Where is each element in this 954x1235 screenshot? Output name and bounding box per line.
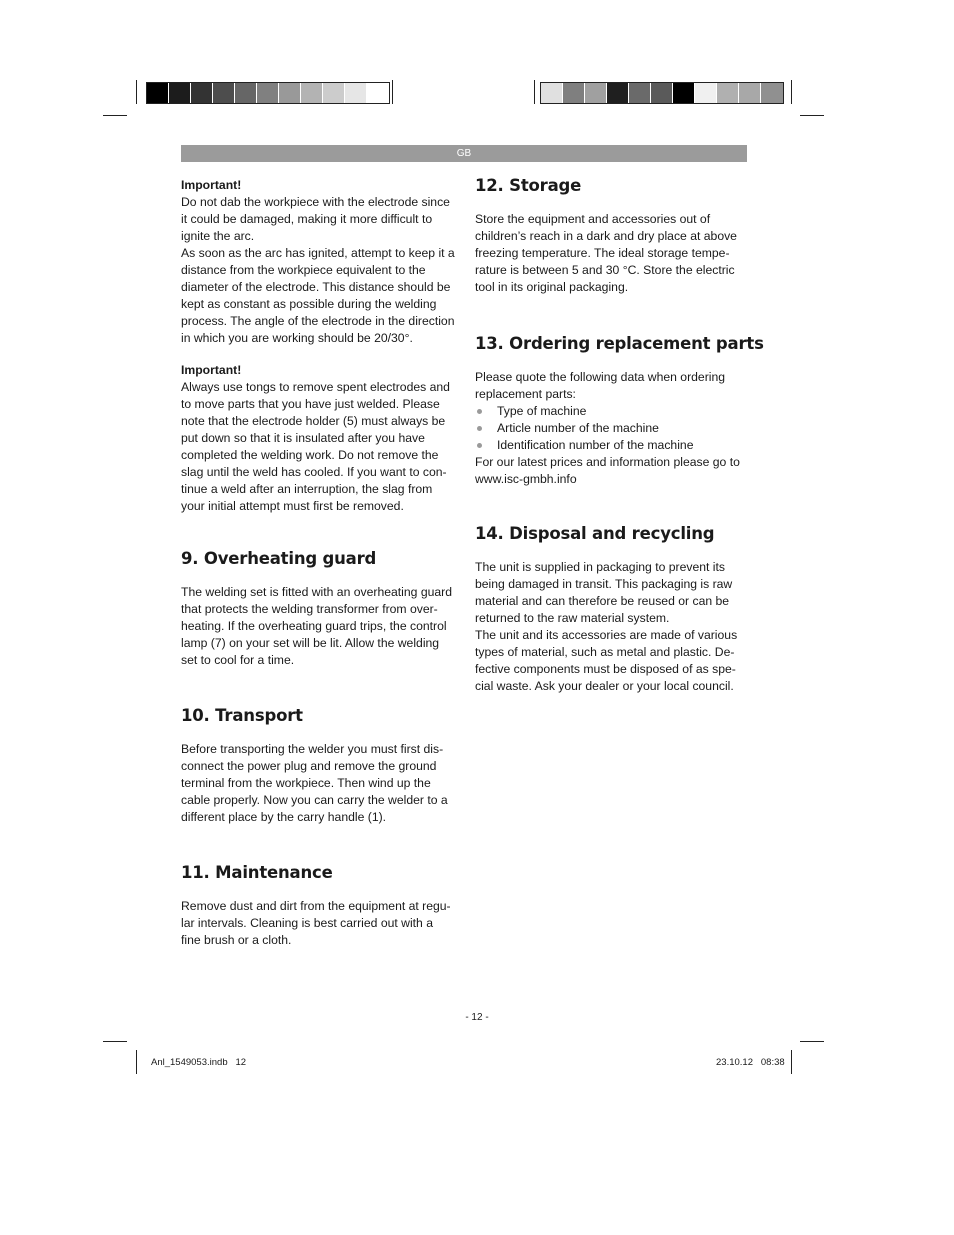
page-number: - 12 - bbox=[465, 1012, 489, 1023]
crop-mark bbox=[136, 1050, 137, 1074]
important-label: Important! bbox=[181, 363, 242, 377]
color-calibration-bar-left bbox=[146, 82, 390, 104]
paragraph: Before transporting the welder you must first dis-connect the power plug and remove the ground terminal from the workpiece. Then wind up the cable properly. Now you can carry the welder to a different place by the carry handle (1). bbox=[181, 742, 448, 824]
section-heading: 13. Ordering replacement parts bbox=[475, 334, 764, 353]
color-swatch bbox=[169, 83, 191, 103]
language-header-band bbox=[181, 145, 747, 162]
color-swatch bbox=[213, 83, 235, 103]
color-swatch bbox=[651, 83, 673, 103]
section-heading: 12. Storage bbox=[475, 176, 582, 195]
section-disposal bbox=[475, 523, 747, 695]
color-swatch bbox=[629, 83, 651, 103]
print-timestamp: 23.10.12 08:38 bbox=[716, 1057, 785, 1068]
section-storage bbox=[475, 175, 747, 296]
paragraph: For our latest prices and information please go to www.isc-gmbh.info bbox=[475, 455, 740, 486]
color-swatch bbox=[541, 83, 563, 103]
color-swatch bbox=[279, 83, 301, 103]
language-code: GB bbox=[456, 148, 472, 159]
color-swatch bbox=[585, 83, 607, 103]
section-heading: 14. Disposal and recycling bbox=[475, 524, 715, 543]
color-swatch bbox=[607, 83, 629, 103]
crop-mark bbox=[103, 115, 127, 116]
section-transport bbox=[181, 705, 456, 826]
crop-mark bbox=[800, 1041, 824, 1042]
section-heading: 10. Transport bbox=[181, 706, 303, 725]
list-item: Article number of the machine bbox=[475, 420, 747, 437]
crop-mark bbox=[791, 80, 792, 104]
crop-mark bbox=[103, 1041, 127, 1042]
paragraph: The unit is supplied in packaging to prevent its being damaged in transit. This packaging is raw material and can therefore be reused or can be returned to the raw material system. bbox=[475, 560, 733, 625]
color-swatch bbox=[367, 83, 389, 103]
paragraph: Store the equipment and accessories out of children’s reach in a dark and dry place at above freezing temperature. The ideal storage tempe-rature is between 5 and 30 °C. Store the electric tool in its original packaging. bbox=[475, 212, 737, 294]
file-slug: Anl_1549053.indb 12 bbox=[151, 1057, 247, 1068]
paragraph: Do not dab the workpiece with the electrode since it could be damaged, making it more difficult to ignite the arc. bbox=[181, 195, 450, 243]
paragraph: Remove dust and dirt from the equipment at regu-lar intervals. Cleaning is best carried out with a fine brush or a cloth. bbox=[181, 899, 451, 947]
list-item: Identification number of the machine bbox=[475, 437, 747, 454]
bullet-list bbox=[475, 403, 747, 454]
color-swatch bbox=[345, 83, 367, 103]
section-maintenance bbox=[181, 862, 456, 949]
paragraph: As soon as the arc has ignited, attempt to keep it a distance from the workpiece equivalent to the diameter of the electrode. This distance should be kept as constant as possible during the welding process. The angle of the electrode in the direction in which you are working should be 20/30°. bbox=[181, 246, 455, 345]
color-swatch bbox=[257, 83, 279, 103]
paragraph: The unit and its accessories are made of various types of material, such as metal and plastic. De-fective components must be disposed of as spe-cial waste. Ask your dealer or your local council. bbox=[475, 628, 738, 693]
color-swatch bbox=[147, 83, 169, 103]
color-swatch bbox=[563, 83, 585, 103]
color-swatch bbox=[717, 83, 739, 103]
crop-mark bbox=[800, 115, 824, 116]
crop-mark bbox=[392, 80, 393, 104]
crop-mark bbox=[534, 80, 535, 104]
color-swatch bbox=[301, 83, 323, 103]
color-swatch bbox=[739, 83, 761, 103]
color-calibration-bar-right bbox=[540, 82, 784, 104]
paragraph: Always use tongs to remove spent electrodes and to move parts that you have just welded. Please note that the electrode holder (5) must always be put down so that it is insulated after you have completed the welding work. Do not remove the slag until the weld has cooled. If you want to con-tinue a weld after an interruption, the slag from your initial attempt must first be removed. bbox=[181, 380, 450, 513]
section-heading: 9. Overheating guard bbox=[181, 549, 377, 568]
paragraph: The welding set is fitted with an overheating guard that protects the welding transformer from over-heating. If the overheating guard trips, the control lamp (7) on your set will be lit. Allow the welding set to cool for a time. bbox=[181, 585, 452, 667]
crop-mark bbox=[791, 1050, 792, 1074]
color-swatch bbox=[695, 83, 717, 103]
color-swatch bbox=[673, 83, 695, 103]
left-column bbox=[181, 177, 456, 515]
color-swatch bbox=[323, 83, 345, 103]
crop-mark bbox=[136, 80, 137, 104]
section-overheating-guard bbox=[181, 548, 456, 669]
color-swatch bbox=[235, 83, 257, 103]
color-swatch bbox=[191, 83, 213, 103]
color-swatch bbox=[761, 83, 783, 103]
paragraph: Please quote the following data when ordering replacement parts: bbox=[475, 370, 726, 401]
important-label: Important! bbox=[181, 178, 242, 192]
section-ordering-parts bbox=[475, 333, 764, 488]
list-item: Type of machine bbox=[475, 403, 747, 420]
section-heading: 11. Maintenance bbox=[181, 863, 333, 882]
